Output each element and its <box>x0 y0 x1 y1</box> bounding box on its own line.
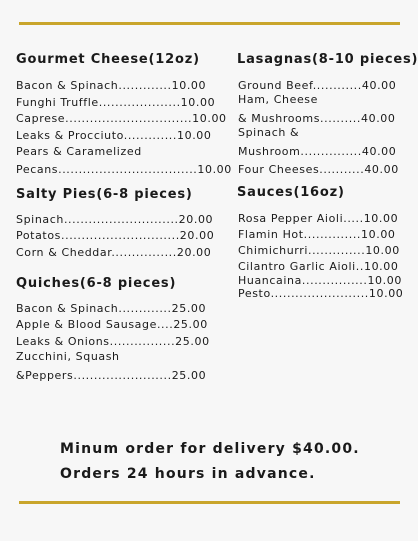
menu-item: Cilantro Garlic Aioli..10.00 <box>238 260 399 273</box>
menu-item: Corn & Cheddar................20.00 <box>16 246 212 259</box>
menu-item: Mushroom...............40.00 <box>238 145 397 158</box>
advance-order-note: Orders 24 hours in advance. <box>60 466 316 482</box>
sauces-heading: Sauces(16oz) <box>237 185 345 200</box>
gourmet-cheese-heading: Gourmet Cheese(12oz) <box>16 52 200 67</box>
delivery-minimum-note: Minum order for delivery $40.00. <box>60 441 360 457</box>
menu-item: Caprese...............................10.00 <box>16 112 227 125</box>
menu-item: Leaks & Procciuto.............10.00 <box>16 129 212 142</box>
menu-item: Leaks & Onions................25.00 <box>16 335 210 348</box>
menu-item: Huancaina................10.00 <box>238 274 402 287</box>
menu-item: Zucchini, Squash <box>16 350 120 363</box>
menu-item: Four Cheeses...........40.00 <box>238 163 399 176</box>
top-divider <box>19 22 400 25</box>
menu-item: Rosa Pepper Aioli.....10.00 <box>238 212 399 225</box>
menu-item: Spinach & <box>238 126 300 139</box>
bottom-divider <box>19 501 400 504</box>
quiches-heading: Quiches(6-8 pieces) <box>16 276 177 291</box>
menu-item: Apple & Blood Sausage....25.00 <box>16 318 208 331</box>
menu-item: Ham, Cheese <box>238 93 319 106</box>
menu-item: Bacon & Spinach.............25.00 <box>16 302 207 315</box>
menu-item: Funghi Truffle....................10.00 <box>16 96 216 109</box>
salty-pies-heading: Salty Pies(6-8 pieces) <box>16 187 193 202</box>
menu-item: Bacon & Spinach.............10.00 <box>16 79 207 92</box>
menu-item: Flamin Hot..............10.00 <box>238 228 396 241</box>
menu-item: Pecans..................................10.00 <box>16 163 232 176</box>
menu-item: Spinach............................20.00 <box>16 213 214 226</box>
menu-item: Chimichurri..............10.00 <box>238 244 400 257</box>
menu-item: Pears & Caramelized <box>16 145 142 158</box>
menu-item: Pesto........................10.00 <box>238 287 404 300</box>
menu-item: Potatos.............................20.00 <box>16 229 215 242</box>
menu-item: Ground Beef............40.00 <box>238 79 397 92</box>
lasagnas-heading: Lasagnas(8-10 pieces) <box>237 52 418 67</box>
menu-item: & Mushrooms..........40.00 <box>238 112 396 125</box>
menu-item: &Peppers........................25.00 <box>16 369 207 382</box>
